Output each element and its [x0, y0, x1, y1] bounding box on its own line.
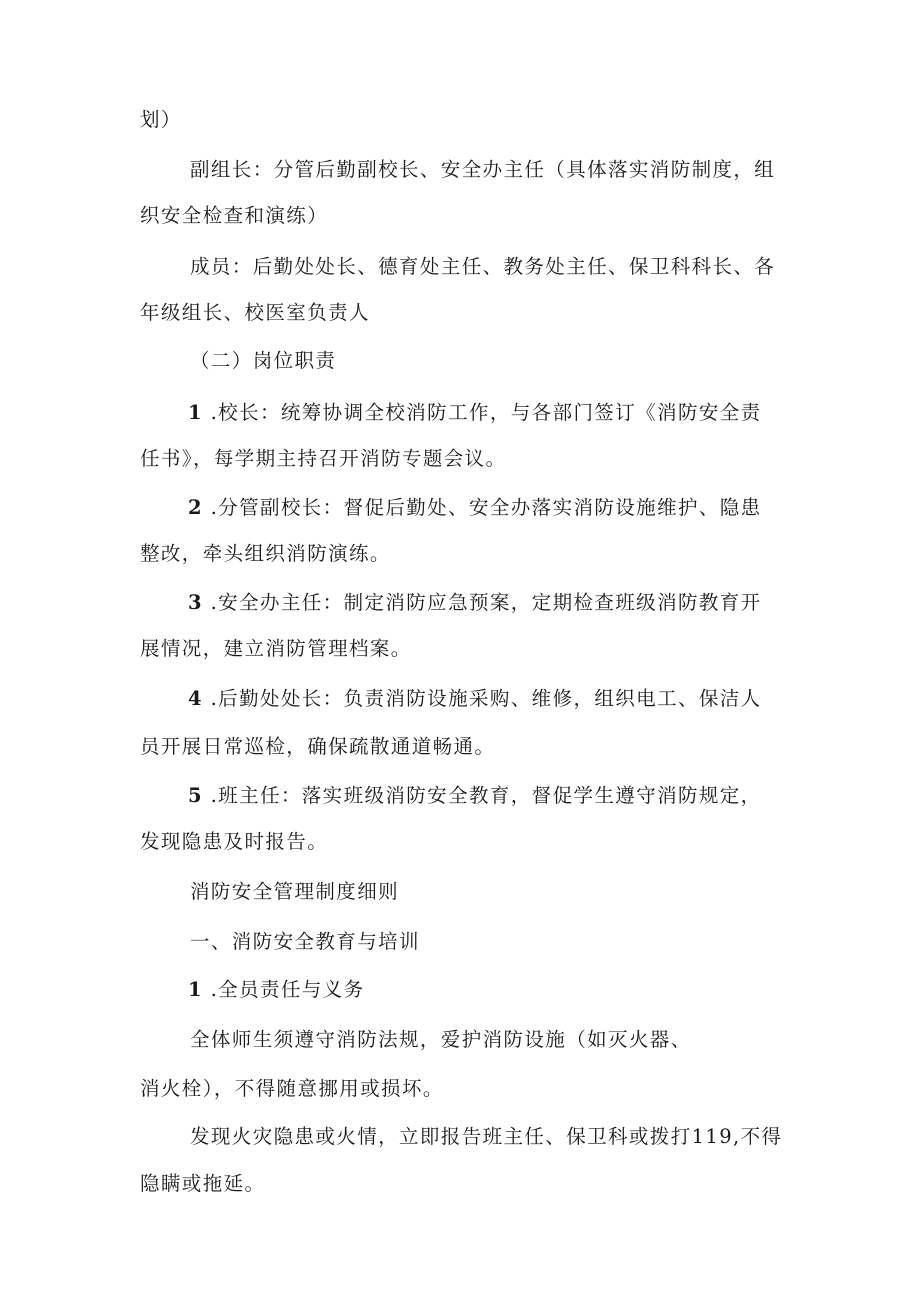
section-heading-education [190, 926, 420, 954]
section-heading-duties [190, 345, 336, 373]
duty-item-principal-cont [140, 443, 506, 471]
text-line: （二）岗位职责 [190, 349, 337, 372]
doc-heading-rules [190, 876, 399, 904]
text-line: 成员：后勤处处长、德育处主任、教务处主任、保卫科科长、各 [190, 255, 776, 278]
text-line: 全体师生须遵守消防法规，爱护消防设施（如灭火器、 [190, 1028, 692, 1051]
paragraph-continuation [140, 104, 182, 132]
duty-item-vice-principal [188, 492, 762, 520]
text-line: 展情况，建立消防管理档案。 [140, 637, 412, 660]
item-number: 1 [188, 401, 203, 424]
text-line: 年级组长、校医室负责人 [140, 301, 370, 324]
text-line: 整改，牵头组织消防演练。 [140, 542, 391, 565]
duty-item-logistics [188, 683, 762, 711]
text-line: 消防安全管理制度细则 [190, 880, 400, 903]
duty-item-class-teacher [188, 780, 762, 808]
paragraph-obey-regulations [190, 1024, 692, 1052]
duty-item-safety-office-cont [140, 633, 412, 661]
text-line: 任书》，每学期主持召开消防专题会议。 [140, 447, 507, 470]
text-line: .班主任：落实班级消防安全教育，督促学生遵守消防规定， [202, 784, 762, 807]
duty-item-principal [188, 397, 762, 425]
text-line: .校长：统筹协调全校消防工作，与各部门签订《消防安全责 [202, 401, 762, 424]
text-line: 副组长：分管后勤副校长、安全办主任（具体落实消防制度，组 [190, 158, 776, 181]
paragraph-deputy-leader [190, 154, 775, 182]
subsection-heading-responsibility [188, 974, 364, 1002]
text-line: 划） [140, 108, 182, 131]
paragraph-report-hazards-cont [140, 1168, 265, 1196]
text-line: 员开展日常巡检，确保疏散通道畅通。 [140, 735, 496, 758]
item-number: 1 [188, 978, 203, 1001]
duty-item-vice-principal-cont [140, 538, 391, 566]
text-line: 隐瞒或拖延。 [140, 1172, 266, 1195]
text-line: 织安全检查和演练） [140, 204, 329, 227]
item-number: 2 [188, 496, 203, 519]
item-number: 3 [188, 591, 203, 614]
text-line: .全员责任与义务 [202, 978, 365, 1001]
text-line: 一、消防安全教育与培训 [190, 930, 420, 953]
paragraph-report-hazards [190, 1121, 782, 1149]
text-line: .后勤处处长：负责消防设施采购、维修，组织电工、保洁人 [202, 687, 762, 710]
item-number: 4 [188, 687, 203, 710]
duty-item-class-teacher-cont [140, 826, 328, 854]
text-line: .分管副校长：督促后勤处、安全办落实消防设施维护、隐患 [202, 496, 762, 519]
text-line: .安全办主任：制定消防应急预案，定期检查班级消防教育开 [202, 591, 762, 614]
text-line: 消火栓），不得随意挪用或损坏。 [140, 1077, 444, 1100]
paragraph-deputy-leader-cont [140, 200, 328, 228]
text-line: 发现隐患及时报告。 [140, 830, 329, 853]
duty-item-logistics-cont [140, 731, 495, 759]
item-number: 5 [188, 784, 203, 807]
paragraph-members-cont [140, 297, 370, 325]
duty-item-safety-office [188, 587, 762, 615]
paragraph-members [190, 251, 775, 279]
text-line: 发现火灾隐患或火情，立即报告班主任、保卫科或拨打119,不得 [190, 1125, 783, 1148]
paragraph-obey-regulations-cont [140, 1073, 444, 1101]
